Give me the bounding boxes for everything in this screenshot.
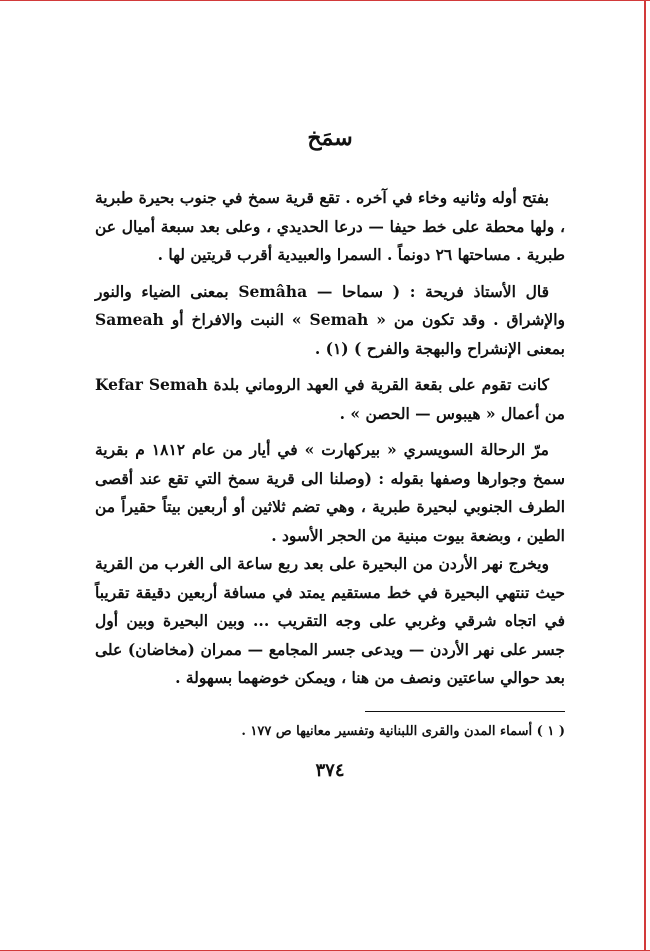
page-content — [95, 118, 565, 786]
footnote: ( ١ ) أسماء المدن والقرى اللبنانية وتفسير معانيها ص ١٧٧ . — [241, 723, 565, 739]
footnote-divider — [365, 711, 565, 712]
paragraph-1: بفتح أوله وثانيه وخاء في آخره . تقع قرية سمخ في جنوب بحيرة طبرية ، ولها محطة على خط حيفا — درعا الحديدي ، وعلى بعد سبعة أميال عن طبرية . مساحتها ٢٦ دونماً . السمرا والعبيدية أقرب قريتين لها . — [95, 188, 565, 264]
paragraph-5: ويخرج نهر الأردن من البحيرة على بعد ربع ساعة الى الغرب من القرية حيث تنتهي البحيرة في خط مستقيم يمتد في مسافة أربعين دقيقة تقريباً في اتجاه شرقي وغربي على وجه التقريب ... وبين البحيرة وبين أول جسر على نهر الأردن — ويدعى جسر المجامع — ممران (مخاضان) على بعد حوالي ساعتين ونصف من هنا ، ويمكن خوضهما بسهولة . — [95, 554, 565, 687]
paragraph-4: مرّ الرحالة السويسري « بيركهارت » في أيار من عام ١٨١٢ م بقرية سمخ وجوارها وصفها بقوله : (وصلنا الى قرية سمخ التي تقع عند أقصى الطرف الجنوبي لبحيرة طبرية ، وهي تضم ثلاثين أو أربعين بيتاً حقيراً من الطين ، وبضعة بيوت مبنية من الحجر الأسود . — [95, 440, 565, 545]
page-number: ٣٧٤ — [315, 759, 345, 781]
page-title: سمَخ — [307, 125, 353, 151]
paragraph-2: قال الأستاذ فريحة : ( سماحا — Semâha بمعنى الضياء والنور والإشراق . وقد تكون من « Semah » النبت والافراخ أو Sameah بمعنى الإنشراح والبهجة والفرح ) (١) . — [95, 281, 565, 358]
page-border-right — [644, 0, 646, 951]
page-border-top — [0, 0, 650, 1]
paragraph-3: كانت تقوم على بقعة القرية في العهد الروماني بلدة Kefar Semah من أعمال « هيبوس — الحصن » . — [95, 375, 565, 423]
